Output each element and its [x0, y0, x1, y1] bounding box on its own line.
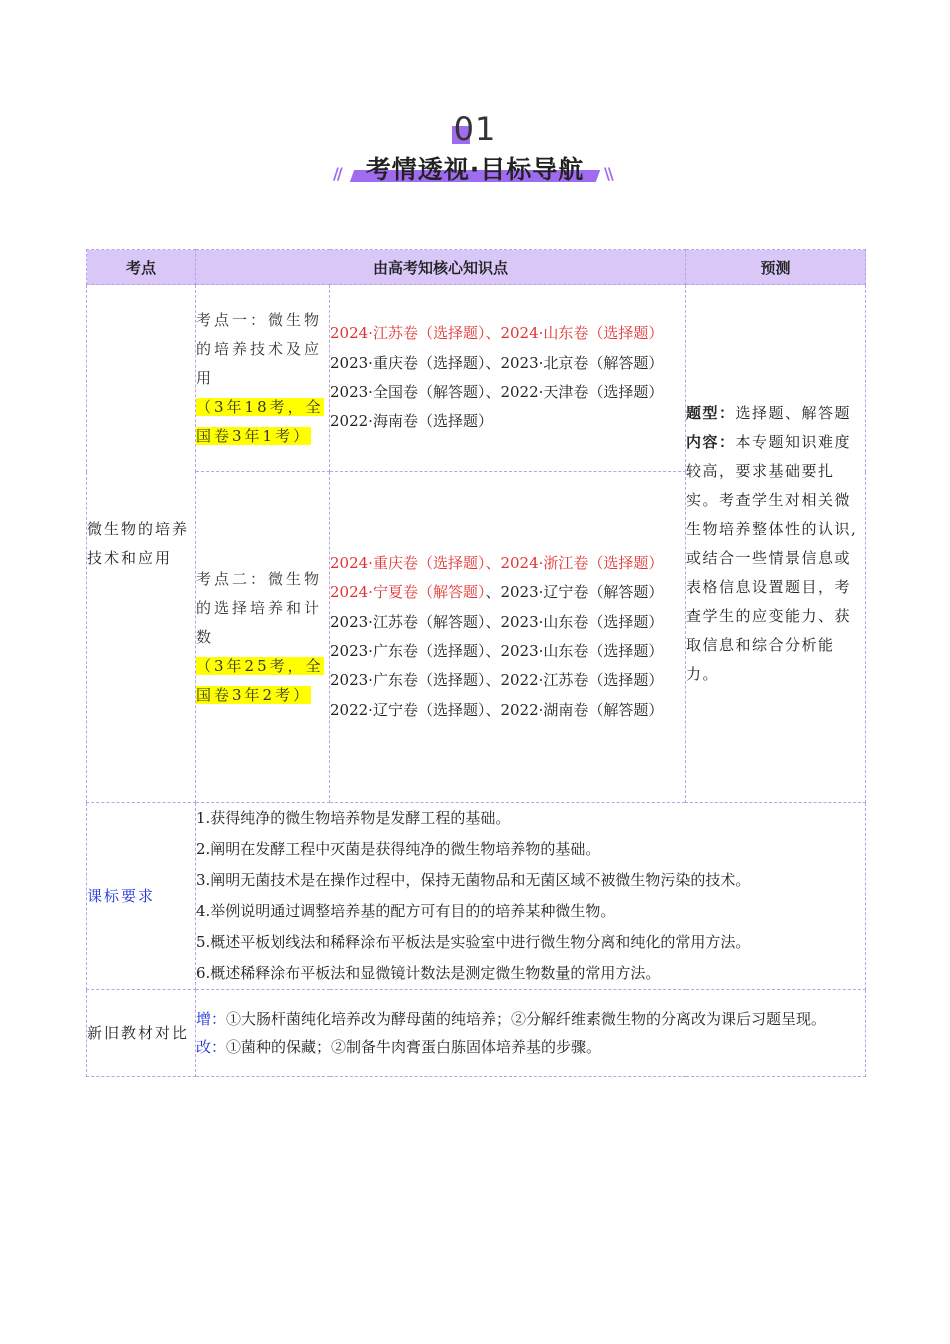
list-item: 2022·辽宁卷（选择题）、2022·湖南卷（解答题）: [330, 700, 664, 719]
list-item: 2023·重庆卷（选择题）、2023·北京卷（解答题）: [330, 353, 664, 372]
curriculum-cell: [196, 803, 866, 990]
compare-change: 改：①菌种的保藏；②制备牛肉膏蛋白胨固体培养基的步骤。: [196, 1038, 602, 1056]
section-header: [0, 110, 950, 200]
list-item: 1.获得纯净的微生物培养物是发酵工程的基础。: [196, 809, 511, 827]
kaodian-cell: [196, 472, 330, 803]
section-number: 01: [453, 110, 497, 148]
list-item: 6.概述稀释涂布平板法和显微镜计数法是测定微生物数量的常用方法。: [196, 964, 661, 982]
topic-cell: 微生物的培养技术和应用: [87, 285, 196, 803]
table-header-row: [87, 250, 866, 285]
list-item: 5.概述平板划线法和稀释涂布平板法是实验室中进行微生物分离和纯化的常用方法。: [196, 933, 751, 951]
col-header-prediction: 预测: [686, 250, 866, 285]
left-slash-decoration: //: [333, 164, 341, 183]
list-item: 2023·全国卷（解答题）、2022·天津卷（选择题）: [330, 383, 664, 401]
exam-list-cell: [330, 285, 686, 472]
col-header-knowledge: 由高考知核心知识点: [196, 250, 686, 285]
table-row: [87, 990, 866, 1077]
list-item: 2024·宁夏卷（解答题）、2023·辽宁卷（解答题）: [330, 583, 664, 602]
list-item: 2023·江苏卷（解答题）、2023·山东卷（选择题）: [330, 612, 664, 631]
kaodian-name: 考点二：微生物的选择培养和计数: [196, 569, 323, 646]
list-item: 2024·江苏卷（选择题）、2024·山东卷（选择题）: [330, 324, 664, 343]
list-item: 2023·广东卷（选择题）、2023·山东卷（选择题）: [330, 642, 664, 660]
list-item: 2022·海南卷（选择题）: [330, 412, 493, 431]
prediction-type: 题型：选择题、解答题: [686, 403, 852, 422]
prediction-content: 内容：本专题知识难度较高，要求基础要扎实。考查学生对相关微生物培养整体性的认识,或结合一些情景信息或表格信息设置题目，考查学生的应变能力、获取信息和综合分析能力。: [686, 432, 858, 683]
list-item: 4.举例说明通过调整培养基的配方可有目的的培养某种微生物。: [196, 902, 616, 920]
compare-cell: [196, 990, 866, 1077]
table-row: [87, 285, 866, 472]
kaodian-cell: [196, 285, 330, 472]
list-item: 2023·广东卷（选择题）、2022·江苏卷（选择题）: [330, 671, 664, 690]
right-slash-decoration: \\: [604, 164, 612, 183]
col-header-kaodian: 考点: [87, 250, 196, 285]
exam-analysis-table: [86, 249, 866, 1077]
prediction-cell: [686, 285, 866, 803]
compare-add: 增：①大肠杆菌纯化培养改为酵母菌的纯培养；②分解纤维素微生物的分离改为课后习题呈现。: [196, 1010, 827, 1028]
kaodian-stat: （3年18考，全国卷3年1考）: [196, 397, 324, 445]
kaodian-stat: （3年25考，全国卷3年2考）: [196, 656, 324, 704]
exam-list-cell: [330, 472, 686, 803]
compare-label: 新旧教材对比: [87, 990, 196, 1077]
list-item: 2024·重庆卷（选择题）、2024·浙江卷（选择题）: [330, 553, 664, 572]
section-title: 考情透视·目标导航: [365, 155, 585, 184]
list-item: 2.阐明在发酵工程中灭菌是获得纯净的微生物培养物的基础。: [196, 840, 601, 858]
table-row: [87, 803, 866, 990]
curriculum-label: 课标要求: [87, 803, 196, 990]
kaodian-name: 考点一：微生物的培养技术及应用: [196, 310, 323, 387]
list-item: 3.阐明无菌技术是在操作过程中，保持无菌物品和无菌区域不被微生物污染的技术。: [196, 871, 751, 889]
